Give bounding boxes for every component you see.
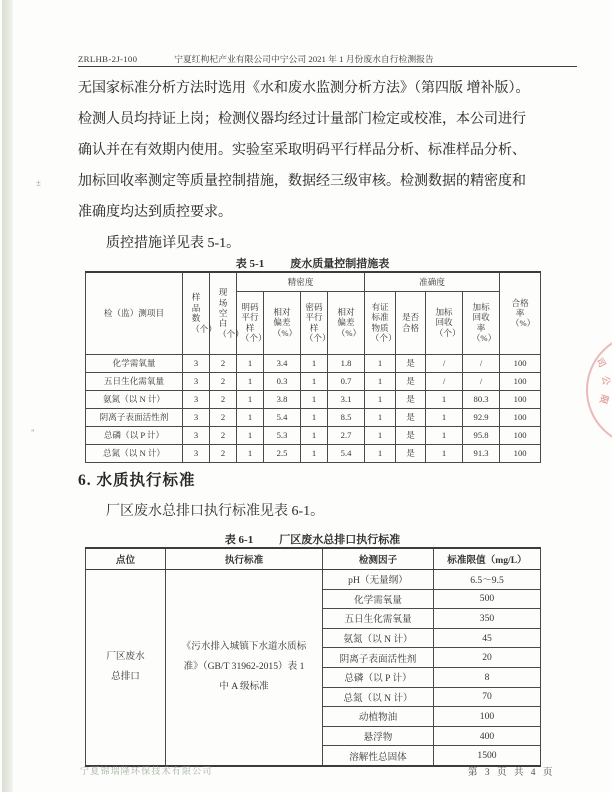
table-cell: 1 [301,408,328,426]
standard-line: 准》（GB/T 31962-2015）表 1 [183,661,305,673]
table-cell: 1 [301,354,328,372]
factor-cell: 氨氮（以 N 计） [323,628,434,648]
paragraph: 加标回收率测定等质量控制措施，数据经三级审核。检测数据的精密度和 [78,174,526,189]
table-cell: 是 [396,408,426,426]
table-cell: 1 [426,426,463,444]
table-cell: 氨氮（以 N 计） [86,390,183,408]
limit-cell: 1500 [434,746,541,766]
table-row [86,570,541,590]
table-cell: 总氮（以 N 计） [86,444,183,462]
table6-caption [85,531,540,547]
table-cell: 100 [500,408,541,426]
table-cell: 1 [365,408,396,426]
table-cell: 0.3 [264,372,301,390]
site-cell [86,570,166,766]
factor-cell: 化学需氧量 [323,589,434,609]
table-cell: 1 [237,390,264,408]
table-cell: 1 [237,354,264,372]
limit-cell: 500 [434,589,541,609]
table-cell: 总磷（以 P 计） [86,426,183,444]
site-line: 厂区废水 [106,651,145,663]
red-seal-character: 司 [594,356,608,370]
table-cell: 是 [396,354,426,372]
limit-cell: 6.5～9.5 [434,570,541,590]
group-header-accuracy: 准确度 [365,272,500,291]
section-intro: 厂区废水总排口执行标准见表 6-1。 [106,504,325,519]
limit-cell: 8 [434,667,541,687]
table-cell: 是 [396,426,426,444]
table-cell: 3 [183,354,210,372]
table-row [86,426,541,444]
table-cell: 8.5 [328,408,365,426]
table-cell: 1 [426,444,463,462]
standard-cell [166,570,323,766]
table-cell: 95.8 [463,426,500,444]
col-header-standard: 执行标准 [166,548,323,570]
table-cell: / [426,372,463,390]
limit-cell: 70 [434,687,541,707]
table-cell: / [463,354,500,372]
page-header [78,52,578,65]
site-line: 总排口 [111,671,140,683]
col-header-spike: 加标回收（个） [426,291,463,354]
factor-cell: 动植物油 [323,707,434,727]
col-header-factor: 检测因子 [323,548,434,570]
section-heading: 6. 水质执行标准 [78,472,196,489]
table-cell: 1 [301,390,328,408]
table-cell: 1 [365,372,396,390]
table-cell: 1 [237,408,264,426]
table-cell: 2.7 [328,426,365,444]
factor-cell: 总磷（以 P 计） [323,667,434,687]
footer-company: 宁夏锦瑞隆环保技术有限公司 [80,766,213,776]
table-cell: 3 [183,444,210,462]
col-header-site: 点位 [86,548,166,570]
table-cell: 2 [210,444,237,462]
col-header-field-blank: 现场空白（个） [210,272,237,354]
table-cell: 1 [365,390,396,408]
col-header-blind-parallel: 密码平行样（个） [301,291,328,354]
scan-edge-band [2,0,13,792]
standard-line: 中 A 级标准 [219,681,269,693]
limit-cell: 45 [434,628,541,648]
table-cell: 3.8 [264,390,301,408]
body-text [78,73,546,259]
table-cell: 5.4 [328,444,365,462]
limit-cell: 400 [434,726,541,746]
header-rule [78,66,577,67]
red-seal-arc [586,333,612,447]
report-title: 宁夏红枸杞产业有限公司中宁公司 2021 年 1 月份废水自行检测报告 [174,54,434,64]
table-cell: 100 [500,426,541,444]
limit-cell: 20 [434,648,541,668]
col-header-rel-dev: 相对偏差（%） [264,291,301,354]
qc-measures-table [85,271,541,463]
table-cell: 1 [365,426,396,444]
table-cell: / [463,372,500,390]
table-cell: 1 [301,372,328,390]
table-cell: 1 [301,426,328,444]
col-header-spike-rate: 加标回收率（%） [463,291,500,354]
factor-cell: 悬浮物 [323,726,434,746]
discharge-standards-table [85,547,541,767]
table-cell: 3 [183,408,210,426]
table-cell: 1 [301,444,328,462]
scan-artifact: " [31,428,35,438]
group-header-precision: 精密度 [237,272,365,291]
table-cell: 阴离子表面活性剂 [86,408,183,426]
table-cell: 3 [183,390,210,408]
table-row [86,372,541,390]
table-cell: 2 [210,426,237,444]
table-cell: 1 [237,426,264,444]
table-cell: 是 [396,390,426,408]
paragraph: 准确度均达到质控要求。 [78,205,232,220]
table-row [86,408,541,426]
doc-number: ZRLHB-2J-100 [78,54,138,64]
table-row [86,390,541,408]
factor-cell: 溶解性总固体 [323,746,434,766]
table-cell: 1 [237,372,264,390]
table-cell: 2 [210,354,237,372]
red-seal-character: 限 [597,393,611,406]
table-row [86,444,541,462]
table-cell: 1 [426,390,463,408]
paragraph: 无国家标准分析方法时选用《水和废水监测分析方法》（第四版 增补版）。 [78,81,530,96]
factor-cell: 阴离子表面活性剂 [323,648,434,668]
factor-cell: 总氮（以 N 计） [323,687,434,707]
table-cell: 3 [183,426,210,444]
col-header-limit: 标准限值（mg/L） [434,548,541,570]
red-seal-character: 公 [600,375,612,386]
table-cell: 100 [500,390,541,408]
table-cell: 1.8 [328,354,365,372]
table-cell: 100 [500,354,541,372]
table-cell: 2 [210,390,237,408]
page-number: 第 3 页 共 4 页 [468,768,555,778]
table5-caption [85,255,540,271]
paragraph: 检测人员均持证上岗；检测仪器均经过计量部门检定或校准，本公司进行 [78,112,526,127]
table-cell: 1 [365,354,396,372]
table-cell: 1 [365,444,396,462]
factor-cell: pH（无量纲） [323,570,434,590]
table-cell: 0.7 [328,372,365,390]
col-header-crm: 有证标准物质（个） [365,291,396,354]
table-cell: 是 [396,372,426,390]
scan-artifact: ± [36,178,41,188]
limit-cell: 100 [434,707,541,727]
paragraph: 质控措施详见表 5-1。 [106,236,241,251]
table-cell: 5.3 [264,426,301,444]
table-cell: 2.5 [264,444,301,462]
table-cell: 3 [183,372,210,390]
table-cell: 100 [500,372,541,390]
table-cell: 5.4 [264,408,301,426]
table-cell: 92.9 [463,408,500,426]
col-header-samples: 样品数（个） [183,272,210,354]
paragraph: 确认并在有效期内使用。实验室采取明码平行样品分析、标准样品分析、 [78,143,526,158]
col-header-open-parallel: 明码平行样（个） [237,291,264,354]
table-cell: 3.4 [264,354,301,372]
table-cell: 3.1 [328,390,365,408]
table-cell: 2 [210,408,237,426]
col-header-item: 检（监）测项目 [86,272,183,354]
col-header-qualified: 是否合格 [396,291,426,354]
table-cell: 2 [210,372,237,390]
table5-caption-title: 废水质量控制措施表 [290,258,390,270]
col-header-rel-dev: 相对偏差（%） [328,291,365,354]
table5-caption-no: 表 5-1 [235,258,265,270]
table-cell: 80.3 [463,390,500,408]
table-row [86,354,541,372]
table-cell: 五日生化需氧量 [86,372,183,390]
table6-caption-no: 表 6-1 [224,534,254,546]
table6-caption-title: 厂区废水总排口执行标准 [279,534,401,546]
table-cell: 100 [500,444,541,462]
standard-line: 《污水排入城镇下水道水质标 [181,641,307,653]
factor-cell: 五日生化需氧量 [323,609,434,629]
table-cell: / [426,354,463,372]
col-header-pass-rate: 合格率（%） [500,272,541,354]
table-header-row [86,548,541,570]
table-cell: 是 [396,444,426,462]
table-cell: 91.3 [463,444,500,462]
limit-cell: 350 [434,609,541,629]
table-cell: 1 [237,444,264,462]
table-cell: 化学需氧量 [86,354,183,372]
table-cell: 1 [426,408,463,426]
